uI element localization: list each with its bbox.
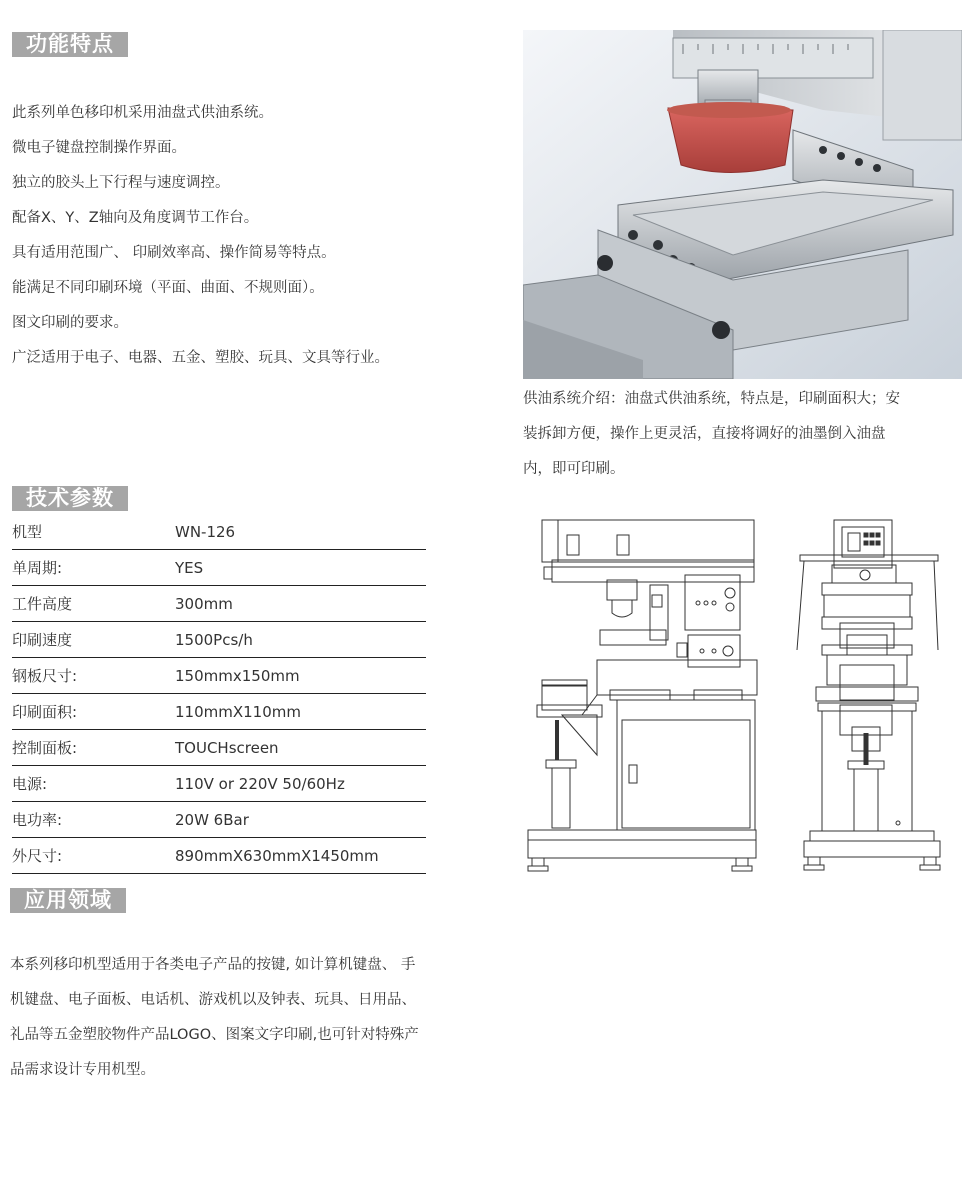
product-photo: [523, 30, 962, 379]
application-line: 本系列移印机型适用于各类电子产品的按键, 如计算机键盘、 手: [10, 957, 416, 973]
specs-heading: 技术参数: [12, 486, 128, 511]
spec-label: 印刷面积:: [12, 703, 78, 721]
spec-label: 控制面板:: [12, 739, 78, 757]
spec-label: 工件高度: [12, 595, 73, 613]
feature-item: 独立的胶头上下行程与速度调控。: [12, 175, 230, 191]
spec-value: 150mmx150mm: [175, 666, 300, 685]
spec-row: [12, 658, 426, 694]
spec-row: [12, 550, 426, 586]
spec-table: [12, 514, 426, 874]
spec-label: 印刷速度: [12, 631, 73, 649]
spec-label: 电源:: [12, 775, 48, 793]
spec-row: [12, 838, 426, 874]
spec-value: 300mm: [175, 594, 233, 613]
spec-value: 890mmX630mmX1450mm: [175, 846, 379, 865]
oil-system-line: 装拆卸方便，操作上更灵活，直接将调好的油墨倒入油盘: [523, 426, 886, 442]
spec-value: YES: [175, 558, 204, 577]
feature-item: 此系列单色移印机采用油盘式供油系统。: [12, 105, 273, 121]
features-heading: 功能特点: [12, 32, 128, 57]
machine-drawing: [522, 515, 952, 877]
spec-label: 单周期:: [12, 559, 63, 577]
feature-item: 广泛适用于电子、电器、五金、塑胶、玩具、文具等行业。: [12, 350, 389, 366]
feature-item: 具有适用范围广、 印刷效率高、操作简易等特点。: [12, 245, 336, 261]
feature-item: 微电子键盘控制操作界面。: [12, 140, 186, 156]
application-heading: 应用领域: [10, 888, 126, 913]
application-line: 品需求设计专用机型。: [10, 1062, 155, 1078]
spec-label: 机型: [12, 523, 43, 541]
spec-value: 110V or 220V 50/60Hz: [175, 774, 345, 793]
front-view-drawing: [797, 520, 940, 870]
application-line: 礼品等五金塑胶物件产品LOGO、图案文字印刷,也可针对特殊产: [10, 1027, 419, 1043]
feature-item: 配备X、Y、Z轴向及角度调节工作台。: [12, 210, 259, 226]
spec-label: 钢板尺寸:: [12, 667, 78, 685]
spec-row: [12, 694, 426, 730]
spec-label: 外尺寸:: [12, 847, 63, 865]
spec-row: [12, 622, 426, 658]
spec-row: [12, 730, 426, 766]
spec-row: [12, 586, 426, 622]
feature-item: 图文印刷的要求。: [12, 315, 128, 331]
spec-value: TOUCHscreen: [175, 738, 279, 757]
application-description: [10, 948, 465, 1088]
feature-list: [12, 96, 452, 376]
spec-row: [12, 514, 426, 550]
spec-value: 110mmX110mm: [175, 702, 301, 721]
spec-value: 1500Pcs/h: [175, 630, 253, 649]
spec-value: WN-126: [175, 522, 236, 541]
side-view-drawing: [528, 520, 757, 871]
spec-value: 20W 6Bar: [175, 810, 249, 829]
spec-row: [12, 766, 426, 802]
oil-system-line: 供油系统介绍：油盘式供油系统，特点是，印刷面积大；安: [523, 391, 900, 407]
application-line: 机键盘、电子面板、电话机、游戏机以及钟表、玩具、日用品、: [10, 992, 416, 1008]
spec-label: 电功率:: [12, 811, 63, 829]
oil-system-line: 内，即可印刷。: [523, 461, 625, 477]
oil-system-description: [523, 382, 948, 487]
spec-row: [12, 802, 426, 838]
feature-item: 能满足不同印刷环境（平面、曲面、不规则面）。: [12, 280, 324, 296]
